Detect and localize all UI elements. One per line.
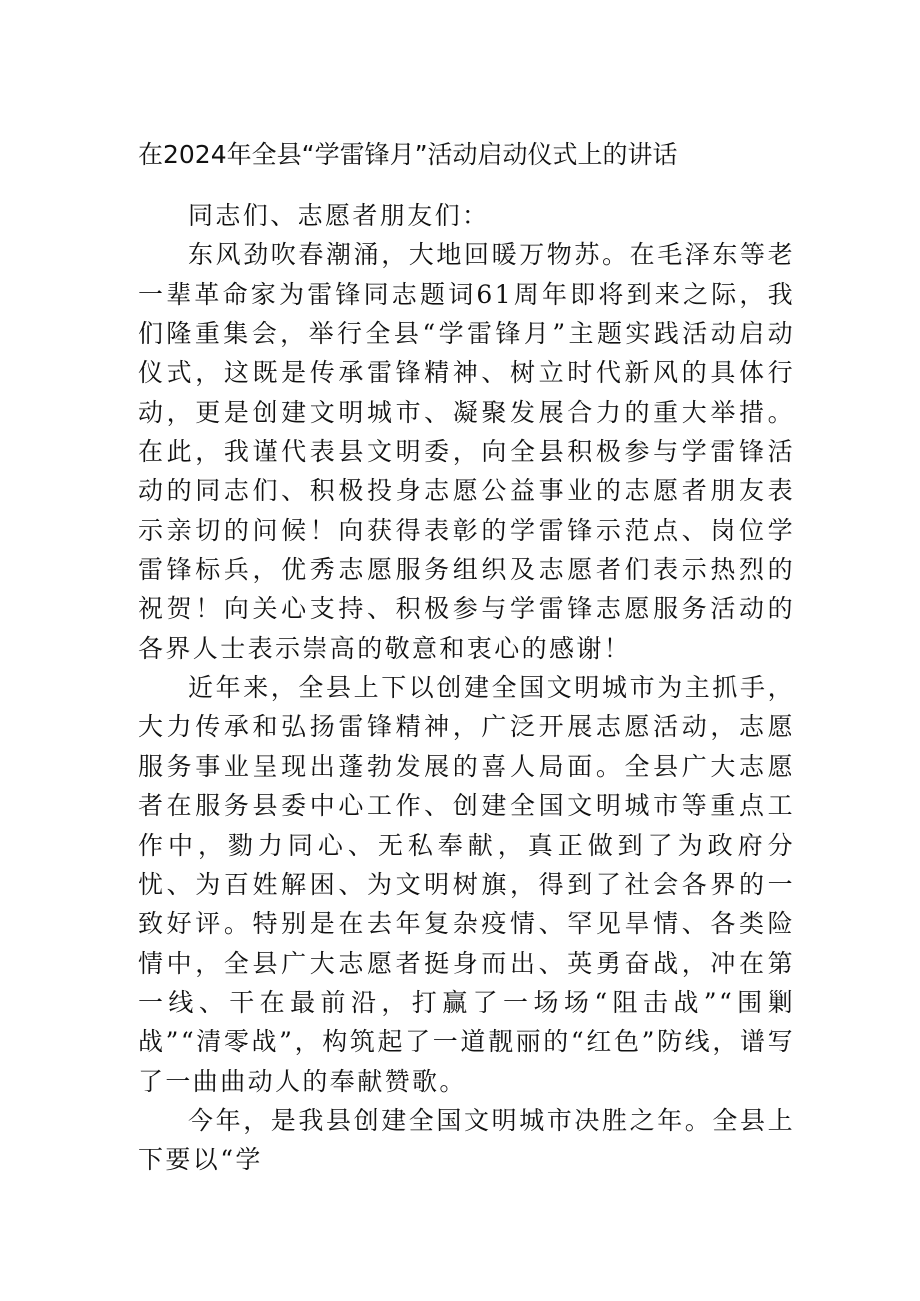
document-body <box>138 196 795 1180</box>
paragraph-1: 东风劲吹春潮涌，大地回暖万物苏。在毛泽东等老一辈革命家为雷锋同志题词61周年即将到来之际，我们隆重集会，举行全县“学雷锋月”主题实践活动启动仪式，这既是传承雷锋精神、树立时代新风的具体行动，更是创建文明城市、凝聚发展合力的重大举措。在此，我谨代表县文明委，向全县积极参与学雷锋活动的同志们、积极投身志愿公益事业的志愿者朋友表示亲切的问候！向获得表彰的学雷锋示范点、岗位学雷锋标兵，优秀志愿服务组织及志愿者们表示热烈的祝贺！向关心支持、积极参与学雷锋志愿服务活动的各界人士表示崇高的敬意和衷心的感谢！ <box>138 240 795 663</box>
document-title: 在2024年全县“学雷锋月”活动启动仪式上的讲话 <box>138 140 678 169</box>
salutation: 同志们、志愿者朋友们： <box>188 201 490 230</box>
paragraph-2: 近年来，全县上下以创建全国文明城市为主抓手，大力传承和弘扬雷锋精神，广泛开展志愿活动，志愿服务事业呈现出蓬勃发展的喜人局面。全县广大志愿者在服务县委中心工作、创建全国文明城市等重点工作中，勠力同心、无私奉献，真正做到了为政府分忧、为百姓解困、为文明树旗，得到了社会各界的一致好评。特别是在去年复杂疫情、罕见旱情、各类险情中，全县广大志愿者挺身而出、英勇奋战，冲在第一线、干在最前沿，打赢了一场场“阻击战”“围剿战”“清零战”，构筑起了一道靓丽的“红色”防线，谱写了一曲曲动人的奉献赞歌。 <box>138 673 795 1096</box>
paragraph-3: 今年，是我县创建全国文明城市决胜之年。全县上下要以“学 <box>138 1105 795 1175</box>
